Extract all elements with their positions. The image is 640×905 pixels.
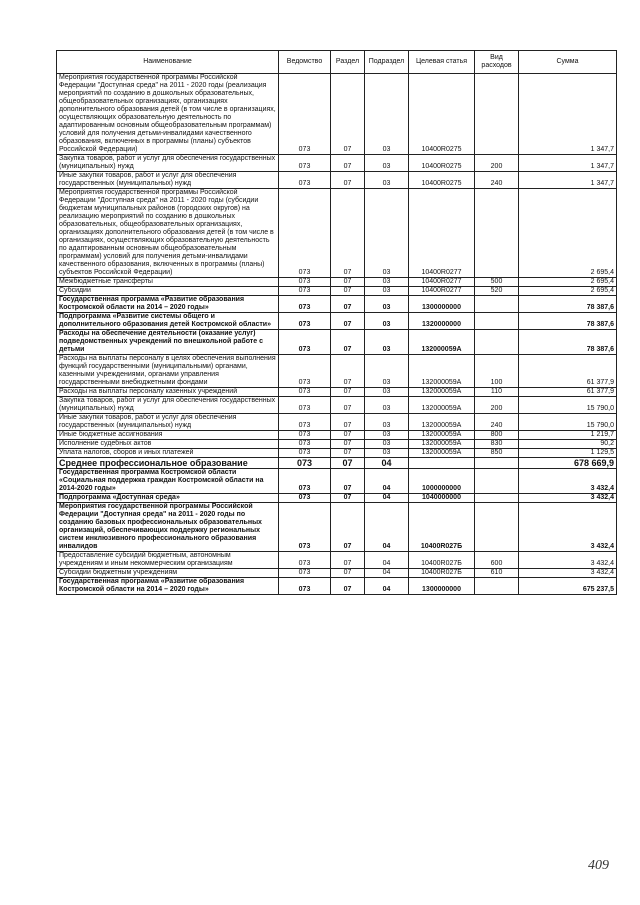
cell-subsection: 03 [365, 414, 409, 431]
cell-name: Среднее профессиональное образование [57, 458, 279, 469]
cell-sum: 90,2 [519, 440, 617, 449]
cell-kind: 600 [475, 552, 519, 569]
cell-sum: 3 432,4 [519, 469, 617, 494]
budget-table [56, 50, 617, 595]
cell-kind: 100 [475, 355, 519, 388]
table-row [57, 313, 617, 330]
table-row [57, 355, 617, 388]
cell-name: Субсидии [57, 287, 279, 296]
cell-section: 07 [331, 278, 365, 287]
cell-subsection: 03 [365, 330, 409, 355]
cell-dept: 073 [279, 296, 331, 313]
cell-sum: 15 790,0 [519, 414, 617, 431]
cell-target: 10400R027Б [409, 503, 475, 552]
table-row [57, 552, 617, 569]
cell-dept: 073 [279, 569, 331, 578]
cell-name: Мероприятия государственной программы Российской Федерации "Доступная среда" на 2011 - 2020 годы (субсидии бюджетам муниципальных районов (городских округов) на реализацию мероприятий по созданию в дошкольных образовательных, общеобразовательных организациях, организациях дополнительного образования детей (в том числе в организациях, осуществляющих образовательную деятельность по адаптированным основным общеобразовательным программам) условий для получения детьми-инвалидами качественного образования, включенных в программы (планы) субъектов Российской Федерации) [57, 189, 279, 278]
cell-sum: 3 432,4 [519, 503, 617, 552]
cell-section: 07 [331, 449, 365, 458]
cell-section: 07 [331, 503, 365, 552]
cell-kind: 610 [475, 569, 519, 578]
cell-subsection: 04 [365, 578, 409, 595]
cell-sum: 1 219,7 [519, 431, 617, 440]
header-name: Наименование [57, 51, 279, 74]
cell-subsection: 03 [365, 449, 409, 458]
table-row [57, 189, 617, 278]
cell-name: Государственная программа «Развитие образования Костромской области на 2014 – 2020 годы» [57, 578, 279, 595]
cell-section: 07 [331, 74, 365, 155]
table-row [57, 494, 617, 503]
cell-sum: 2 695,4 [519, 189, 617, 278]
cell-section: 07 [331, 469, 365, 494]
cell-section: 07 [331, 414, 365, 431]
cell-section: 07 [331, 355, 365, 388]
header-section: Раздел [331, 51, 365, 74]
cell-target: 132000059А [409, 388, 475, 397]
table-row [57, 296, 617, 313]
cell-dept: 073 [279, 74, 331, 155]
cell-dept: 073 [279, 503, 331, 552]
cell-name: Подпрограмма «Развитие системы общего и дополнительного образования детей Костромской области» [57, 313, 279, 330]
cell-subsection: 03 [365, 74, 409, 155]
table-row [57, 503, 617, 552]
table-row [57, 469, 617, 494]
table-row [57, 414, 617, 431]
table-row [57, 278, 617, 287]
cell-section: 07 [331, 431, 365, 440]
cell-kind [475, 503, 519, 552]
cell-name: Подпрограмма «Доступная среда» [57, 494, 279, 503]
table-row [57, 330, 617, 355]
cell-dept: 073 [279, 155, 331, 172]
cell-name: Субсидии бюджетным учреждениям [57, 569, 279, 578]
cell-name: Межбюджетные трансферты [57, 278, 279, 287]
cell-subsection: 04 [365, 569, 409, 578]
cell-subsection: 03 [365, 278, 409, 287]
cell-kind: 520 [475, 287, 519, 296]
cell-section: 07 [331, 330, 365, 355]
cell-subsection: 03 [365, 296, 409, 313]
cell-target [409, 458, 475, 469]
cell-section: 07 [331, 440, 365, 449]
table-body [57, 74, 617, 595]
cell-name: Иные бюджетные ассигнования [57, 431, 279, 440]
cell-subsection: 04 [365, 503, 409, 552]
cell-name: Расходы на выплаты персоналу казенных учреждений [57, 388, 279, 397]
cell-section: 07 [331, 287, 365, 296]
table-row [57, 287, 617, 296]
cell-kind: 240 [475, 414, 519, 431]
cell-target: 132000059А [409, 431, 475, 440]
cell-kind: 200 [475, 155, 519, 172]
cell-sum: 15 790,0 [519, 397, 617, 414]
cell-target: 10400R0277 [409, 189, 475, 278]
cell-dept: 073 [279, 355, 331, 388]
table-row [57, 172, 617, 189]
cell-name: Закупка товаров, работ и услуг для обеспечения государственных (муниципальных) нужд [57, 397, 279, 414]
cell-section: 07 [331, 458, 365, 469]
cell-name: Закупка товаров, работ и услуг для обеспечения государственных (муниципальных) нужд [57, 155, 279, 172]
cell-section: 07 [331, 552, 365, 569]
cell-target: 10400R0275 [409, 172, 475, 189]
cell-dept: 073 [279, 440, 331, 449]
cell-target: 132000059А [409, 330, 475, 355]
cell-kind [475, 189, 519, 278]
cell-dept: 073 [279, 449, 331, 458]
cell-kind [475, 494, 519, 503]
cell-dept: 073 [279, 552, 331, 569]
budget-table-sheet [56, 50, 616, 595]
cell-target: 10400R027Б [409, 552, 475, 569]
cell-name: Иные закупки товаров, работ и услуг для обеспечения государственных (муниципальных) нужд [57, 414, 279, 431]
cell-kind: 830 [475, 440, 519, 449]
cell-sum: 678 669,9 [519, 458, 617, 469]
cell-name: Государственная программа «Развитие образования Костромской области на 2014 – 2020 годы» [57, 296, 279, 313]
cell-dept: 073 [279, 458, 331, 469]
cell-kind [475, 330, 519, 355]
cell-kind: 200 [475, 397, 519, 414]
cell-subsection: 03 [365, 397, 409, 414]
cell-sum: 1 129,5 [519, 449, 617, 458]
cell-subsection: 03 [365, 172, 409, 189]
cell-sum: 1 347,7 [519, 155, 617, 172]
cell-target: 1040000000 [409, 494, 475, 503]
cell-target: 10400R027Б [409, 569, 475, 578]
cell-name: Иные закупки товаров, работ и услуг для обеспечения государственных (муниципальных) нужд [57, 172, 279, 189]
cell-subsection: 03 [365, 287, 409, 296]
cell-dept: 073 [279, 414, 331, 431]
cell-sum: 2 695,4 [519, 287, 617, 296]
cell-kind [475, 313, 519, 330]
cell-target: 10400R0277 [409, 287, 475, 296]
cell-sum: 78 387,6 [519, 330, 617, 355]
cell-subsection: 03 [365, 431, 409, 440]
cell-target: 1300000000 [409, 296, 475, 313]
cell-dept: 073 [279, 397, 331, 414]
cell-sum: 78 387,6 [519, 313, 617, 330]
header-sum: Сумма [519, 51, 617, 74]
cell-section: 07 [331, 189, 365, 278]
cell-name: Государственная программа Костромской области «Социальная поддержка граждан Костромской области на 2014-2020 годы» [57, 469, 279, 494]
cell-target: 132000059А [409, 397, 475, 414]
cell-kind: 500 [475, 278, 519, 287]
cell-sum: 78 387,6 [519, 296, 617, 313]
header-dept: Ведомство [279, 51, 331, 74]
cell-sum: 675 237,5 [519, 578, 617, 595]
cell-kind: 240 [475, 172, 519, 189]
table-row [57, 458, 617, 469]
cell-kind [475, 578, 519, 595]
table-row [57, 155, 617, 172]
cell-target: 1320000000 [409, 313, 475, 330]
cell-dept: 073 [279, 278, 331, 287]
cell-dept: 073 [279, 431, 331, 440]
cell-subsection: 04 [365, 494, 409, 503]
cell-sum: 1 347,7 [519, 172, 617, 189]
cell-dept: 073 [279, 388, 331, 397]
table-row [57, 449, 617, 458]
table-row [57, 440, 617, 449]
cell-sum: 3 432,4 [519, 552, 617, 569]
cell-name: Мероприятия государственной программы Российской Федерации "Доступная среда" на 2011 - 2020 годы (реализация мероприятий по созданию в дошкольных образовательных, общеобразовательных организациях, организациях дополнительного образования детей (в том числе в организациях, осуществляющих образовательную деятельность по адаптированным основным общеобразовательным программам) условий для получения детьми-инвалидами качественного образования, включенных в программы (планы) субъектов Российской Федерации) [57, 74, 279, 155]
cell-target: 10400R0275 [409, 155, 475, 172]
cell-kind [475, 458, 519, 469]
table-row [57, 431, 617, 440]
cell-target: 10400R0277 [409, 278, 475, 287]
cell-sum: 61 377,9 [519, 388, 617, 397]
cell-name: Мероприятия государственной программы Российской Федерации "Доступная среда" на 2011 - 2020 годы по созданию базовых профессиональных образовательных организаций, обеспечивающих поддержку региональных систем инклюзивного профессионального образования инвалидов [57, 503, 279, 552]
table-row [57, 569, 617, 578]
cell-name: Предоставление субсидий бюджетным, автономным учреждениям и иным некоммерческим организациям [57, 552, 279, 569]
table-row [57, 74, 617, 155]
cell-subsection: 03 [365, 189, 409, 278]
table-row [57, 578, 617, 595]
cell-sum: 61 377,9 [519, 355, 617, 388]
cell-section: 07 [331, 313, 365, 330]
header-kind: Вид расходов [475, 51, 519, 74]
cell-dept: 073 [279, 313, 331, 330]
cell-subsection: 03 [365, 155, 409, 172]
cell-dept: 073 [279, 189, 331, 278]
cell-name: Уплата налогов, сборов и иных платежей [57, 449, 279, 458]
cell-target: 1000000000 [409, 469, 475, 494]
cell-target: 10400R0275 [409, 74, 475, 155]
cell-section: 07 [331, 494, 365, 503]
cell-name: Расходы на выплаты персоналу в целях обеспечения выполнения функций государственными (муниципальными) органами, казенными учреждениями, органами управления государственными внебюджетными фондами [57, 355, 279, 388]
page-number: 409 [588, 858, 609, 873]
cell-target: 132000059А [409, 355, 475, 388]
cell-dept: 073 [279, 578, 331, 595]
table-row [57, 388, 617, 397]
cell-dept: 073 [279, 287, 331, 296]
table-row [57, 397, 617, 414]
cell-subsection: 04 [365, 552, 409, 569]
cell-subsection: 03 [365, 313, 409, 330]
cell-subsection: 03 [365, 440, 409, 449]
cell-target: 132000059А [409, 449, 475, 458]
cell-subsection: 04 [365, 469, 409, 494]
header-target: Целевая статья [409, 51, 475, 74]
cell-section: 07 [331, 397, 365, 414]
cell-subsection: 04 [365, 458, 409, 469]
cell-sum: 2 695,4 [519, 278, 617, 287]
cell-section: 07 [331, 578, 365, 595]
cell-name: Исполнение судебных актов [57, 440, 279, 449]
cell-kind: 800 [475, 431, 519, 440]
cell-dept: 073 [279, 172, 331, 189]
table-header-row [57, 51, 617, 74]
cell-sum: 3 432,4 [519, 569, 617, 578]
cell-section: 07 [331, 388, 365, 397]
cell-target: 132000059А [409, 440, 475, 449]
cell-dept: 073 [279, 494, 331, 503]
cell-subsection: 03 [365, 388, 409, 397]
cell-kind [475, 74, 519, 155]
cell-target: 1300000000 [409, 578, 475, 595]
cell-section: 07 [331, 172, 365, 189]
header-subsection: Подраздел [365, 51, 409, 74]
cell-target: 132000059А [409, 414, 475, 431]
cell-section: 07 [331, 569, 365, 578]
cell-kind [475, 469, 519, 494]
cell-kind [475, 296, 519, 313]
cell-dept: 073 [279, 469, 331, 494]
cell-kind: 110 [475, 388, 519, 397]
cell-kind: 850 [475, 449, 519, 458]
cell-sum: 1 347,7 [519, 74, 617, 155]
cell-subsection: 03 [365, 355, 409, 388]
cell-name: Расходы на обеспечение деятельности (оказание услуг) подведомственных учреждений по внешкольной работе с детьми [57, 330, 279, 355]
cell-dept: 073 [279, 330, 331, 355]
cell-section: 07 [331, 296, 365, 313]
cell-section: 07 [331, 155, 365, 172]
cell-sum: 3 432,4 [519, 494, 617, 503]
